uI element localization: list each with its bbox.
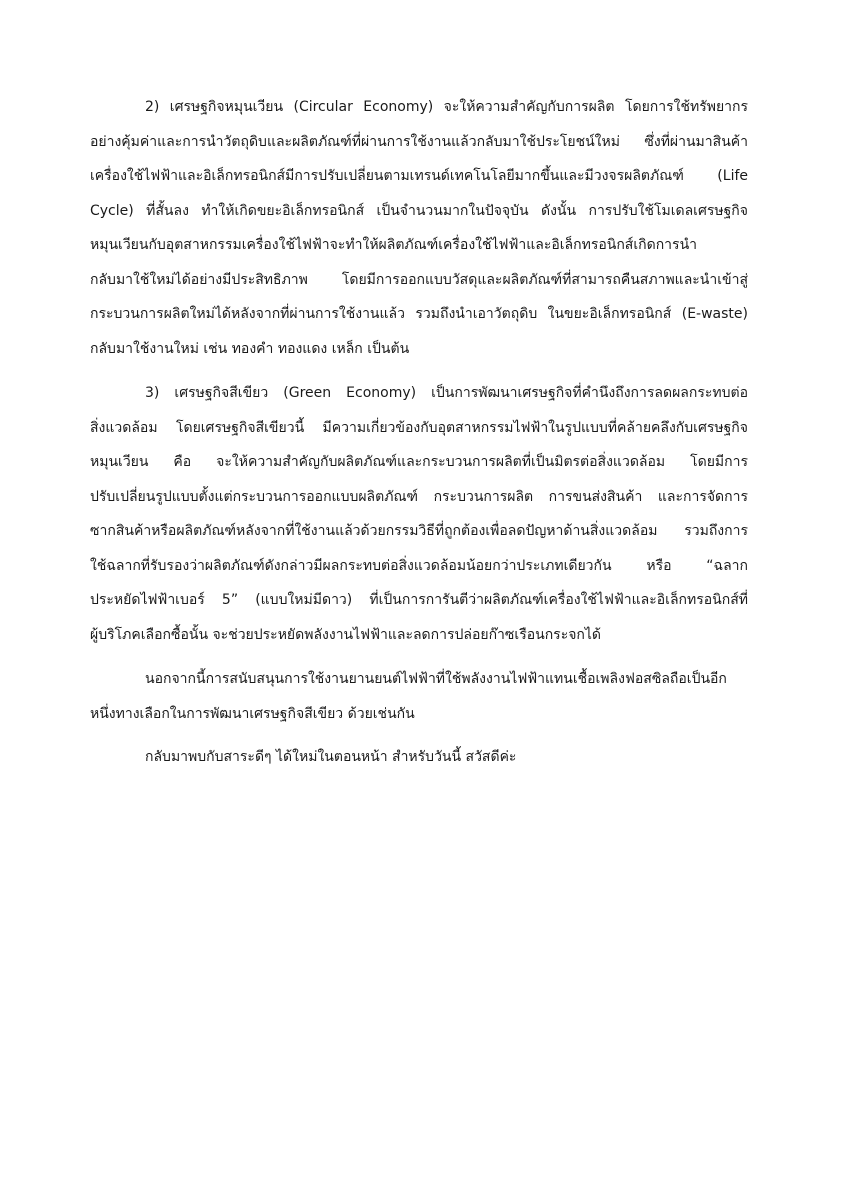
paragraph-line: กลับมาพบกับสาระดีๆ ได้ใหม่ในตอนหน้า สำหรับวันนี้ สวัสดีค่ะ [145,749,517,765]
paragraph-line: ประหยัดไฟฟ้าเบอร์ 5” (แบบใหม่มีดาว) ที่เป็นการการันตีว่าผลิตภัณฑ์เครื่องใช้ไฟฟ้าและอิเล็กทรอนิกส์ที่ [90,592,748,608]
paragraph-line: 2) เศรษฐกิจหมุนเวียน (Circular Economy) จะให้ความสำคัญกับการผลิต โดยการใช้ทรัพยากร [145,99,748,115]
paragraph-line: หนึ่งทางเลือกในการพัฒนาเศรษฐกิจสีเขียว ด้วยเช่นกัน [90,706,415,722]
paragraph-line: ผู้บริโภคเลือกซื้อนั้น จะช่วยประหยัดพลังงานไฟฟ้าและลดการปล่อยก๊าซเรือนกระจกได้ [90,627,602,643]
paragraph-line: หมุนเวียนกับอุตสาหกรรมเครื่องใช้ไฟฟ้าจะทำให้ผลิตภัณฑ์เครื่องใช้ไฟฟ้าและอิเล็กทรอนิกส์เกิดการนำ [90,237,697,253]
paragraph-line: กระบวนการผลิตใหม่ได้หลังจากที่ผ่านการใช้งานแล้ว รวมถึงนำเอาวัตถุดิบ ในขยะอิเล็กทรอนิกส์ (E-waste) [90,306,748,322]
paragraph-line: 3) เศรษฐกิจสีเขียว (Green Economy) เป็นการพัฒนาเศรษฐกิจที่คำนึงถึงการลดผลกระทบต่อ [145,385,748,401]
paragraph-line: อย่างคุ้มค่าและการนำวัตถุดิบและผลิตภัณฑ์ที่ผ่านการใช้งานแล้วกลับมาใช้ประโยชน์ใหม่ ซึ่งที่ผ่านมาสินค้า [90,134,748,150]
paragraph-line: ใช้ฉลากที่รับรองว่าผลิตภัณฑ์ดังกล่าวมีผลกระทบต่อสิ่งแวดล้อมน้อยกว่าประเภทเดียวกัน หรือ “ฉลาก [90,558,748,574]
paragraph-line: ซากสินค้าหรือผลิตภัณฑ์หลังจากที่ใช้งานแล้วด้วยกรรมวิธีที่ถูกต้องเพื่อลดปัญหาด้านสิ่งแวดล้อม รวมถึงการ [90,523,748,539]
paragraph-line: นอกจากนี้การสนับสนุนการใช้งานยานยนต์ไฟฟ้าที่ใช้พลังงานไฟฟ้าแทนเชื้อเพลิงฟอสซิลถือเป็นอีก [145,671,727,687]
paragraph-line: สิ่งแวดล้อม โดยเศรษฐกิจสีเขียวนี้ มีความเกี่ยวข้องกับอุตสาหกรรมไฟฟ้าในรูปแบบที่คล้ายคลึงกับเศรษฐกิจ [90,420,748,436]
paragraph-line: หมุนเวียน คือ จะให้ความสำคัญกับผลิตภัณฑ์และกระบวนการผลิตที่เป็นมิตรต่อสิ่งแวดล้อม โดยมีการ [90,454,748,470]
paragraph-line: กลับมาใช้ใหม่ได้อย่างมีประสิทธิภาพ โดยมีการออกแบบวัสดุและผลิตภัณฑ์ที่สามารถคืนสภาพและนำเข้าสู่ [90,272,748,288]
paragraph-line: Cycle) ที่สั้นลง ทำให้เกิดขยะอิเล็กทรอนิกส์ เป็นจำนวนมากในปัจจุบัน ดังนั้น การปรับใช้โมเดลเศรษฐกิจ [90,203,748,219]
paragraph-line: เครื่องใช้ไฟฟ้าและอิเล็กทรอนิกส์มีการปรับเปลี่ยนตามเทรนด์เทคโนโลยีมากขึ้นและมีวงจรผลิตภัณฑ์ (Life [90,168,748,184]
paragraph-line: ปรับเปลี่ยนรูปแบบตั้งแต่กระบวนการออกแบบผลิตภัณฑ์ กระบวนการผลิต การขนส่งสินค้า และการจัดการ [90,489,748,505]
paragraph-line: กลับมาใช้งานใหม่ เช่น ทองคำ ทองแดง เหล็ก เป็นต้น [90,341,410,357]
